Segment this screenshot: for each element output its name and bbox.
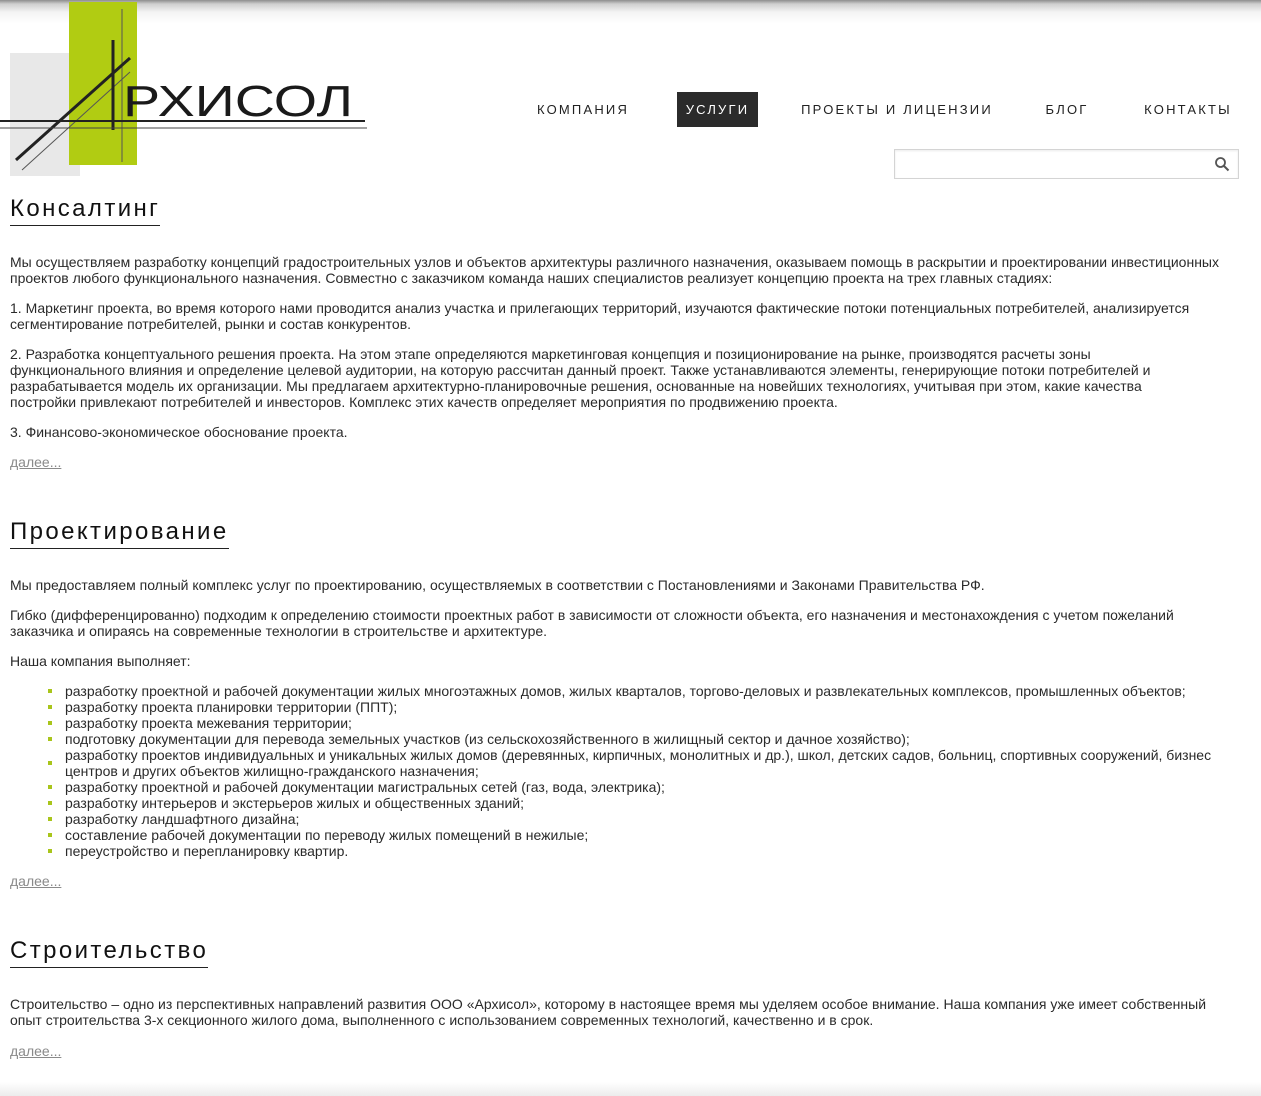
nav-item-company[interactable]: КОМПАНИЯ: [536, 102, 630, 117]
services-list: [10, 683, 1235, 859]
bullet-icon: [48, 785, 52, 789]
section-consulting: [10, 194, 1235, 470]
more-link-consulting[interactable]: далее...: [10, 454, 62, 470]
search-icon[interactable]: [1214, 156, 1230, 172]
list-item-text: разработку ландшафтного дизайна;: [65, 811, 300, 827]
paragraph: 3. Финансово-экономическое обоснование проекта.: [10, 424, 348, 440]
list-item: [65, 747, 1235, 779]
nav-item-services[interactable]: УСЛУГИ: [677, 92, 758, 127]
bullet-icon: [48, 689, 52, 693]
bullet-icon: [48, 737, 52, 741]
paragraph: Мы предоставляем полный комплекс услуг по проектированию, осуществляемых в соответствии с Постановлениями и Законами Правительства РФ.: [10, 577, 985, 593]
paragraph: Мы осуществляем разработку концепций градостроительных узлов и объектов архитектуры различного назначения, оказываем помощь в раскрытии и проектировании инвестиционных проектов любого функционального назначения. Совместно с заказчиком команда наших специалистов реализует концепцию проекта на трех главных стадиях:: [10, 254, 1219, 286]
list-item-text: разработку проекта планировки территории (ППТ);: [65, 699, 398, 715]
nav-item-blog[interactable]: БЛОГ: [1045, 102, 1089, 117]
list-item-text: переустройство и перепланировку квартир.: [65, 843, 349, 859]
nav-item-projects-licenses[interactable]: ПРОЕКТЫ И ЛИЦЕНЗИИ: [801, 102, 993, 117]
list-item: [65, 683, 1235, 699]
list-item: [65, 795, 1235, 811]
bullet-icon: [48, 761, 52, 765]
list-item: [65, 827, 1235, 843]
list-item-text: подготовку документации для перевода земельных участков (из сельскохозяйственного в жилищный сектор и дачное хозяйство);: [65, 731, 910, 747]
bullet-icon: [48, 849, 52, 853]
list-item-text: составление рабочей документации по переводу жилых помещений в нежилые;: [65, 827, 589, 843]
paragraph: Наша компания выполняет:: [10, 653, 191, 669]
list-item: [65, 779, 1235, 795]
logo-text: РХИСОЛ: [123, 77, 353, 126]
bullet-icon: [48, 721, 52, 725]
section-title: Консалтинг: [10, 194, 160, 226]
paragraph: Строительство – одно из перспективных направлений развития ООО «Архисол», которому в настоящее время мы уделяем особое внимание. Наша компания уже имеет собственный опыт строительства 3-х секционного жилого дома, выполненного с использованием современных технологий, качественно и в срок.: [10, 996, 1207, 1028]
main-nav: [0, 92, 1261, 127]
search-input[interactable]: [899, 153, 1203, 177]
list-item: [65, 715, 1235, 731]
more-link-construction[interactable]: далее...: [10, 1043, 62, 1059]
section-title: Проектирование: [10, 517, 229, 549]
list-item-text: разработку проектной и рабочей документации магистральных сетей (газ, вода, электрика);: [65, 779, 665, 795]
list-item-text: разработку проектов индивидуальных и уникальных жилых домов (деревянных, кирпичных, монолитных и др.), школ, детских садов, больниц, спортивных сооружений, бизнес центров и других объектов жилищно-гражданского назначения;: [65, 747, 1212, 779]
bullet-icon: [48, 833, 52, 837]
paragraph: Гибко (дифференцированно) подходим к определению стоимости проектных работ в зависимости от сложности объекта, его назначения и местонахождения с учетом пожеланий заказчика и опираясь на современные технологии в строительстве и архитектуре.: [10, 607, 1174, 639]
list-item: [65, 843, 1235, 859]
bullet-icon: [48, 705, 52, 709]
paragraph: 1. Маркетинг проекта, во время которого нами проводится анализ участка и прилегающих территорий, изучаются фактические потоки потенциальных потребителей, анализируется сегментирование потребителей, рынки и состав конкурентов.: [10, 300, 1190, 332]
bottom-shadow: [0, 1082, 1261, 1096]
nav-item-contacts[interactable]: КОНТАКТЫ: [1144, 102, 1232, 117]
bullet-icon: [48, 801, 52, 805]
list-item-text: разработку проектной и рабочей документации жилых многоэтажных домов, жилых кварталов, торгово-деловых и развлекательных комплексов, промышленных объектов;: [65, 683, 1186, 699]
section-title: Строительство: [10, 936, 208, 968]
logo-graphic: [0, 0, 370, 180]
bullet-icon: [48, 817, 52, 821]
more-link-design[interactable]: далее...: [10, 873, 62, 889]
section-construction: [10, 936, 1235, 1059]
paragraph: 2. Разработка концептуального решения проекта. На этом этапе определяются маркетинговая концепция и позиционирование на рынке, производятся расчеты зоны функционального влияния и определение целевой аудитории, на которую рассчитан данный проект. Также устанавливаются элементы, генерирующие потоки потребителей и разрабатывается модель их организации. Мы предлагаем архитектурно-планировочные решения, основанные на новейших технологиях, учитывая при этом, какие качества постройки привлекают потребителей и инвесторов. Комплекс этих качеств определяет мероприятия по продвижению проекта.: [10, 346, 1151, 410]
list-item: [65, 699, 1235, 715]
list-item: [65, 731, 1235, 747]
logo[interactable]: [0, 0, 370, 180]
list-item: [65, 811, 1235, 827]
section-design: [10, 517, 1235, 889]
list-item-text: разработку интерьеров и экстерьеров жилых и общественных зданий;: [65, 795, 524, 811]
list-item-text: разработку проекта межевания территории;: [65, 715, 352, 731]
search-box: [894, 149, 1239, 179]
